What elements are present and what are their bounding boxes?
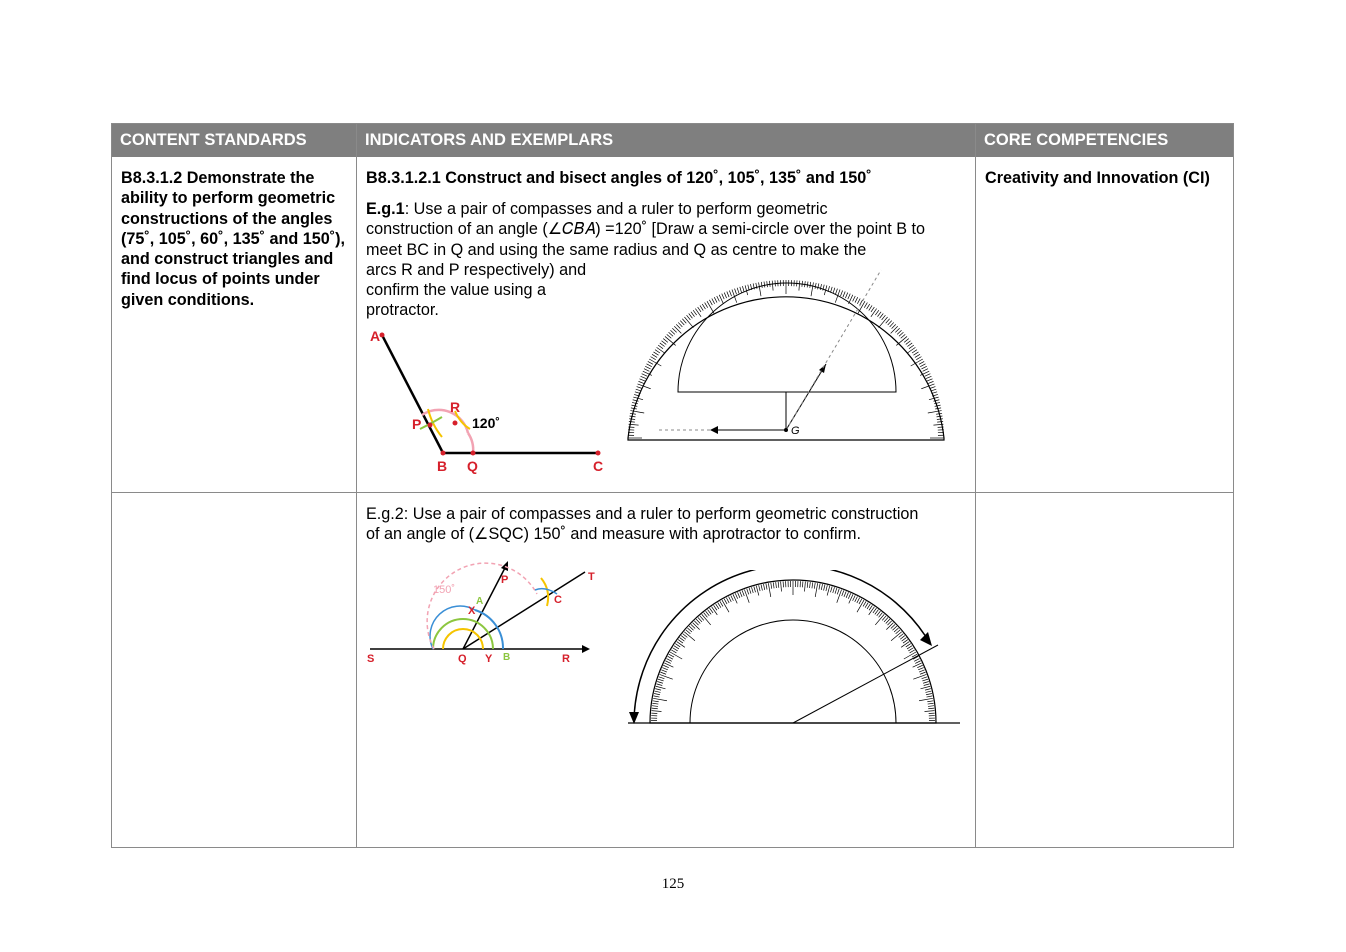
core-competency-text: Creativity and Innovation (CI) — [985, 169, 1210, 187]
example-1-line: protractor. — [366, 301, 439, 320]
angle-label: 150˚ — [433, 584, 456, 596]
curriculum-table — [111, 123, 1234, 848]
content-standard-text: B8.3.1.2 Demonstrate the ability to perform geometric constructions of the angles (75˚, 105˚, 60˚, 135˚ and 150˚), and construct triangles and find locus of points under given conditions. — [121, 169, 346, 309]
blue-arc — [475, 610, 503, 649]
protractor-figure-2 — [626, 570, 962, 730]
label-q: Q — [458, 653, 467, 665]
protractor-center-label: G — [791, 425, 800, 437]
label-c: C — [593, 458, 604, 474]
label-q: Q — [467, 458, 478, 474]
angle-150-construction-figure — [365, 560, 605, 670]
angle-label: 120˚ — [472, 415, 501, 431]
label-b: B — [437, 458, 448, 474]
example-1-line: confirm the value using a — [366, 281, 546, 300]
protractor-figure-1 — [626, 268, 948, 443]
header-content-standards: CONTENT STANDARDS — [112, 124, 357, 157]
label-r: R — [450, 399, 461, 415]
column-divider — [975, 124, 976, 847]
column-divider — [356, 124, 357, 847]
label-r: R — [562, 653, 570, 665]
row-divider — [112, 492, 1233, 493]
label-a: A — [370, 328, 381, 344]
example-1-line: arcs R and P respectively) and — [366, 260, 587, 279]
header-core-competencies: CORE COMPETENCIES — [976, 124, 1233, 157]
example-2-line: of an angle of (∠SQC) 150˚ and measure with aprotractor to confirm. — [366, 525, 861, 544]
green-arc — [433, 619, 493, 649]
label-a: A — [476, 596, 484, 607]
example-1-line: : Use a pair of compasses and a ruler to perform geometric — [404, 200, 828, 218]
yellow-arc — [443, 629, 483, 649]
ray-ba — [382, 335, 443, 453]
example-1-line: meet BC in Q and using the same radius and Q as centre to make the — [366, 240, 867, 259]
example-2-text — [366, 504, 974, 545]
label-p: P — [501, 574, 509, 586]
label-p: P — [412, 416, 422, 432]
indicator-title: B8.3.1.2.1 Construct and bisect angles of 120˚, 105˚, 135˚ and 150˚ — [366, 169, 872, 187]
label-t: T — [588, 571, 595, 583]
label-s: S — [367, 653, 375, 665]
example-2-line: E.g.2: Use a pair of compasses and a ruler to perform geometric construction — [366, 505, 919, 523]
header-indicators: INDICATORS AND EXEMPLARS — [357, 124, 976, 157]
ray-qt — [463, 572, 585, 649]
example-1-label: E.g.1 — [366, 200, 405, 218]
angle-120-construction-figure — [360, 325, 620, 480]
page-number: 125 — [661, 876, 685, 892]
label-y: Y — [485, 653, 493, 665]
label-c: C — [554, 594, 562, 606]
example-1-line: construction of an angle (∠𝐶𝐵𝐴) =120˚ [Draw a semi-circle over the point B to — [366, 220, 926, 239]
pink-construction-arc — [468, 433, 473, 453]
label-b: B — [503, 652, 511, 663]
label-x: X — [468, 605, 476, 617]
